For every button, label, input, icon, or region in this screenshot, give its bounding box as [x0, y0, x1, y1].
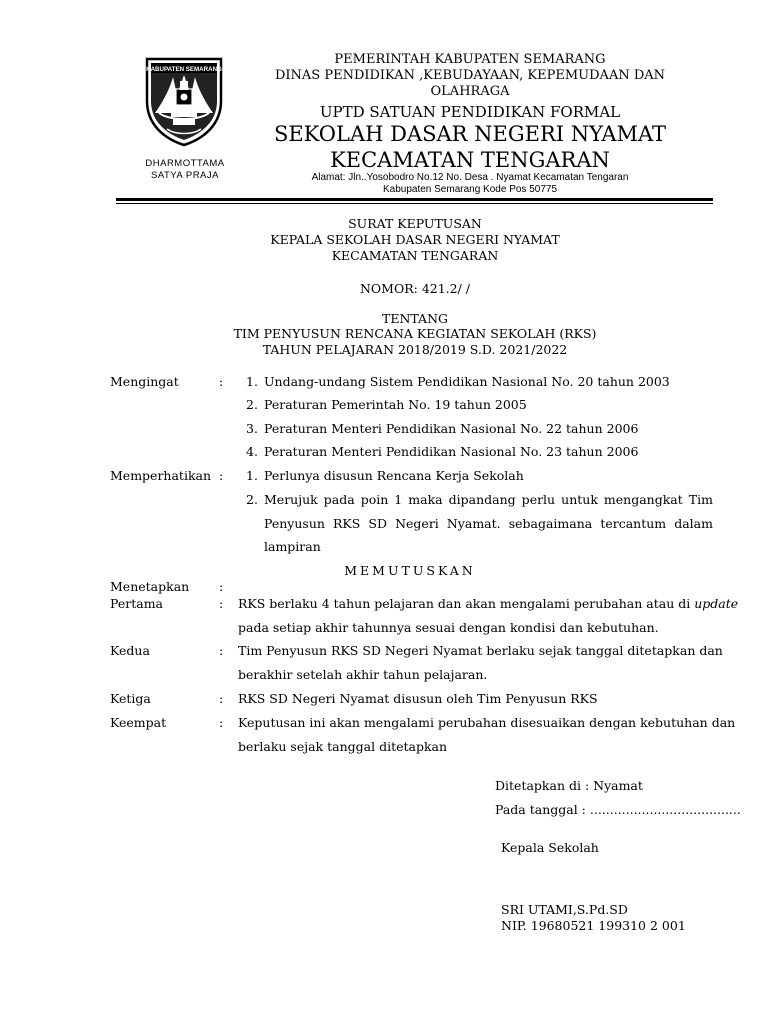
ketiga-label: Ketiga	[110, 691, 151, 706]
pertama-line-2: pada setiap akhir tahunnya sesuai dengan kondisi dan kebutuhan.	[238, 620, 659, 635]
pertama-line-1-emphasis: update	[694, 596, 739, 611]
decision-heading: MEMUTUSKAN	[344, 563, 476, 578]
mengingat-item-2-text: Peraturan Pemerintah No. 19 tahun 2005	[264, 397, 527, 412]
letterhead-unit: UPTD SATUAN PENDIDIKAN FORMAL	[319, 103, 621, 121]
emblem-banner-text: KABUPATEN SEMARANG	[146, 66, 222, 73]
letterhead-agency-2: OLAHRAGA	[430, 84, 510, 99]
pertama-line-1	[238, 596, 739, 611]
signature-date: Pada tanggal : ......................................	[495, 802, 741, 817]
letterhead-address-1: Alamat: Jln..Yosobodro No.12 No. Desa . Nyamat Kecamatan Tengaran	[311, 172, 629, 183]
memperhatikan-label: Memperhatikan	[110, 468, 212, 483]
memperhatikan-item-2-line-3: lampiran	[264, 539, 321, 554]
letterhead-agency-1: DINAS PENDIDIKAN ,KEBUDAYAAN, KEPEMUDAAN DAN	[274, 68, 666, 83]
letterhead-government: PEMERINTAH KABUPATEN SEMARANG	[334, 52, 606, 67]
motto-line-2: SATYA PRAJA	[151, 170, 219, 181]
mengingat-item-1-text: Undang-undang Sistem Pendidikan Nasional No. 20 tahun 2003	[264, 374, 670, 389]
signature-place: Ditetapkan di : Nyamat	[495, 778, 643, 793]
decree-subject-2: TAHUN PELAJARAN 2018/2019 S.D. 2021/2022	[262, 342, 568, 357]
keempat-line-1: Keputusan ini akan mengalami perubahan disesuaikan dengan kebutuhan dan	[238, 715, 736, 730]
kedua-line-1: Tim Penyusun RKS SD Negeri Nyamat berlaku sejak tanggal ditetapkan dan	[238, 643, 723, 658]
regency-emblem-icon	[143, 55, 225, 147]
memperhatikan-item-1-text: Perlunya disusun Rencana Kerja Sekolah	[264, 468, 524, 483]
memperhatikan-item-2-line-2: Penyusun RKS SD Negeri Nyamat. sebagaimana tercantum dalam	[264, 516, 713, 531]
keempat-line-2: berlaku sejak tanggal ditetapkan	[238, 739, 448, 754]
letterhead-district: KECAMATAN TENGARAN	[330, 148, 610, 172]
decree-about: TENTANG	[381, 311, 448, 326]
mengingat-item-3-text: Peraturan Menteri Pendidikan Nasional No. 22 tahun 2006	[264, 421, 639, 436]
ketiga-colon: :	[219, 691, 224, 706]
pertama-line-1-text: RKS berlaku 4 tahun pelajaran dan akan mengalami perubahan atau di	[238, 596, 691, 611]
menetapkan-colon: :	[219, 579, 224, 594]
mengingat-item-4-number: 4.	[246, 444, 258, 459]
decree-issuer-district: KECAMATAN TENGARAN	[331, 248, 499, 263]
keempat-label: Keempat	[110, 715, 167, 730]
signature-name: SRI UTAMI,S.Pd.SD	[501, 902, 628, 917]
pertama-label: Pertama	[110, 596, 164, 611]
decree-number: NOMOR: 421.2/ /	[359, 281, 470, 296]
memperhatikan-item-2-number: 2.	[246, 492, 258, 507]
decree-subject-1: TIM PENYUSUN RENCANA KEGIATAN SEKOLAH (RKS)	[233, 326, 597, 341]
decree-title: SURAT KEPUTUSAN	[348, 216, 482, 231]
pertama-colon: :	[219, 596, 224, 611]
ketiga-line-1: RKS SD Negeri Nyamat disusun oleh Tim Penyusun RKS	[238, 691, 598, 706]
letterhead-divider-thick	[116, 198, 713, 201]
mengingat-item-1-number: 1.	[246, 374, 258, 389]
mengingat-label: Mengingat	[110, 374, 179, 389]
mengingat-item-2-number: 2.	[246, 397, 258, 412]
motto-line-1: DHARMOTTAMA	[145, 158, 225, 169]
keempat-colon: :	[219, 715, 224, 730]
mengingat-item-3-number: 3.	[246, 421, 258, 436]
letterhead-divider-thin	[116, 203, 713, 204]
menetapkan-label: Menetapkan	[110, 579, 190, 594]
signature-position: Kepala Sekolah	[501, 840, 599, 855]
kedua-line-2: berakhir setelah akhir tahun pelajaran.	[238, 667, 488, 682]
memperhatikan-item-2-line-1: Merujuk pada poin 1 maka dipandang perlu untuk mengangkat Tim	[264, 492, 713, 507]
decree-issuer: KEPALA SEKOLAH DASAR NEGERI NYAMAT	[270, 232, 560, 247]
memperhatikan-item-1-number: 1.	[246, 468, 258, 483]
signature-nip: NIP. 19680521 199310 2 001	[501, 918, 686, 933]
letterhead-school: SEKOLAH DASAR NEGERI NYAMAT	[273, 122, 667, 146]
kedua-colon: :	[219, 643, 224, 658]
memperhatikan-colon: :	[219, 468, 224, 483]
mengingat-item-4-text: Peraturan Menteri Pendidikan Nasional No. 23 tahun 2006	[264, 444, 639, 459]
kedua-label: Kedua	[110, 643, 150, 658]
mengingat-colon: :	[219, 374, 224, 389]
letterhead-address-2: Kabupaten Semarang Kode Pos 50775	[382, 184, 558, 195]
